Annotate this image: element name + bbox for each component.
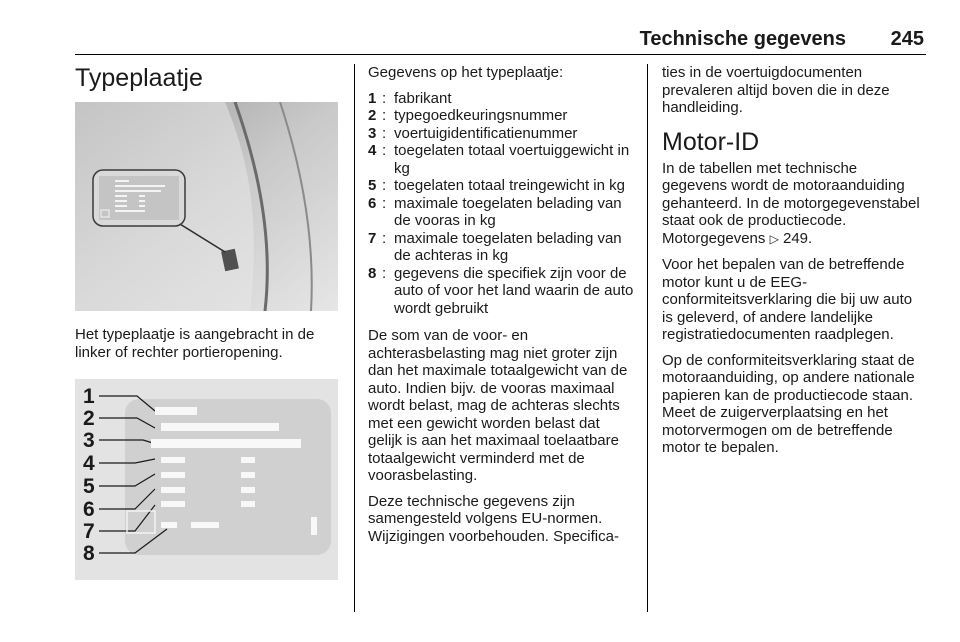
plate-number-1: 1 [83,385,95,408]
page-header [75,28,926,50]
header-rule [75,54,926,55]
photo-caption: Het typeplaatje is aangebracht in de linker of rechter portieropening. [75,326,315,361]
plate-number-5: 5 [83,475,95,498]
page-reference-link[interactable]: 249. [782,229,813,247]
list-text: fabrikant [394,89,452,107]
list-item: 5 : toegelaten totaal treingewicht in kg [368,177,636,195]
column-2 [368,64,636,553]
column-3 [662,64,926,465]
list-item: 6 : maximale toegelaten belading van de vooras in kg [368,195,636,230]
spec-intro: Gegevens op het typeplaatje: [368,64,564,81]
page-heading: Typeplaatje [75,64,203,92]
motor-id-text: In de tabellen met technische gegevens wordt de motoraanduiding gehanteerd. In de motorgegevenstabel staat ook de productiecode. Motorgegevens [662,159,920,247]
plate-number-2: 2 [83,407,95,430]
column-divider-1 [354,64,355,612]
page-reference-icon: ▷ [769,231,779,246]
axle-load-paragraph: De som van de voor- en achterasbelasting mag niet groter zijn dan het maximale totaalgewicht van de auto. Indien bijv. de vooras maximaal wordt belast, mag de achteras slechts met een gewicht worden belast dat gelijk is aan het maximaal toelaatbare totaalgewicht verminderd met de voorasbelasting. [368,327,628,484]
plate-number-7: 7 [83,520,95,543]
plate-number-6: 6 [83,498,95,521]
list-number: 2 [368,107,377,124]
list-text: gegevens die specifiek zijn voor de auto of voor het land waarin de auto wordt gebruikt [394,264,634,317]
eu-norms-paragraph: Deze technische gegevens zijn samengesteld volgens EU-normen. Wijzigingen voorbehouden. Specifica- [368,492,619,545]
list-number: 5 [368,177,377,194]
plate-number-4: 4 [83,452,95,475]
list-text: maximale toegelaten belading van de vooras in kg [394,194,622,229]
list-item: 1 : fabrikant [368,90,636,108]
list-item: 7 : maximale toegelaten belading van de achteras in kg [368,230,636,265]
plate-number-8: 8 [83,542,95,565]
section-title: Technische gegevens [639,28,846,50]
conformity-paragraph: Voor het bepalen van de betreffende motor kunt u de EEG-conformiteitsverklaring die bij uw auto is geleverd, of andere landelijke registratiedocumenten raadplegen. [662,256,913,343]
motor-id-paragraph [662,160,926,249]
list-number: 6 [368,194,377,212]
list-number: 3 [368,124,377,142]
list-text: toegelaten totaal voertuiggewicht in kg [394,142,630,177]
list-text: toegelaten totaal treingewicht in kg [394,177,625,194]
continued-paragraph: ties in de voertuigdocumenten prevaleren altijd boven die in deze handleiding. [662,64,890,116]
list-number: 4 [368,142,377,159]
door-opening-photo [75,102,338,311]
list-number: 8 [368,264,377,282]
plate-number-3: 3 [83,429,95,452]
engine-determination-paragraph: Op de conformiteitsverklaring staat de motoraanduiding, op andere nationale papieren kan de productiecode staan. Meet de zuigerverplaatsing en het motorvermogen om de betreffende motor te bepalen. [662,351,915,456]
page-number: 245 [890,28,924,50]
list-number: 1 [368,89,377,107]
list-item: 4 : toegelaten totaal voertuiggewicht in kg [368,142,636,177]
list-number: 7 [368,229,377,247]
list-text: voertuigidentificatienummer [394,124,578,142]
section-heading-motor-id: Motor-ID [662,127,760,156]
list-text: typegoedkeuringsnummer [394,107,568,124]
list-text: maximale toegelaten belading van de achteras in kg [394,229,622,264]
column-divider-2 [647,64,648,612]
spec-list [368,90,636,318]
type-plate-diagram [75,379,338,580]
list-item: 3 : voertuigidentificatienummer [368,125,636,143]
list-item: 2 : typegoedkeuringsnummer [368,107,636,125]
list-item: 8 : gegevens die specifiek zijn voor de auto of voor het land waarin de auto wordt gebruikt [368,265,636,318]
